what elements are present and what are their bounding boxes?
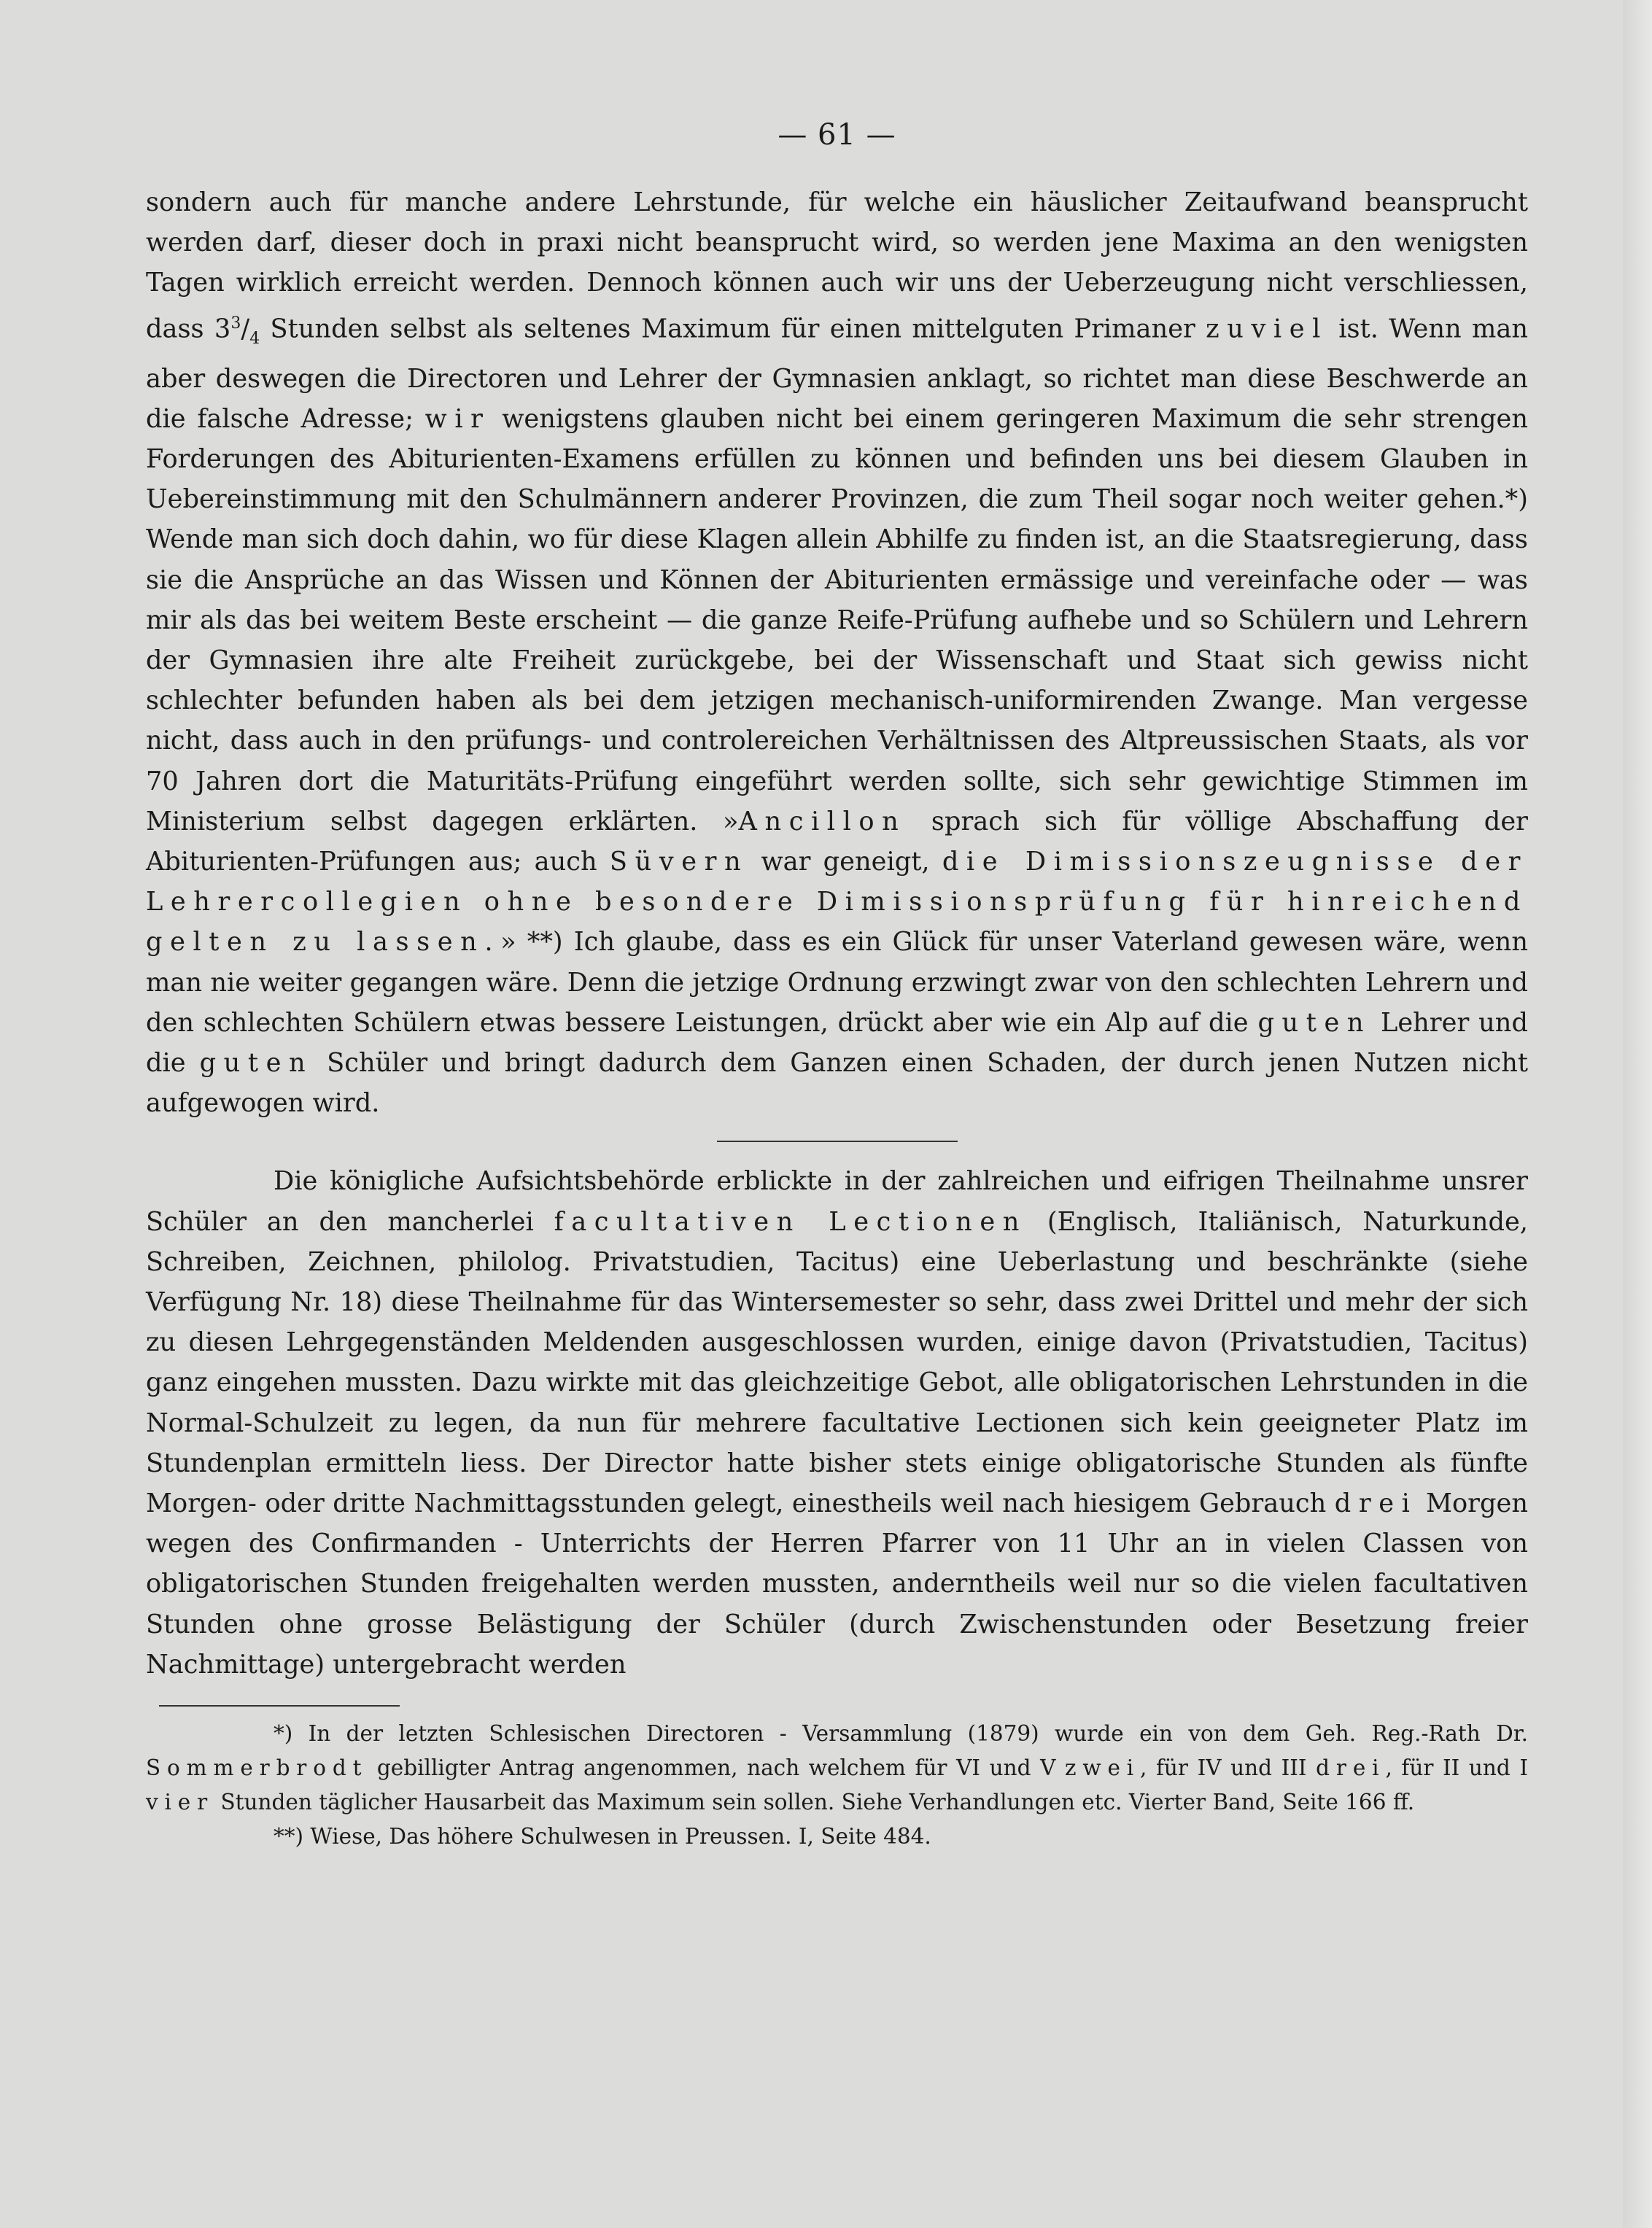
page-number: — 61 — [777,118,896,152]
spaced-emphasis: Süvern [609,847,749,877]
spaced-emphasis: guten [199,1048,314,1079]
footnote-1 [146,1717,1528,1820]
footnotes [146,1717,1528,1854]
text-run: Lehrer und die [146,1007,1528,1079]
text-run: , für II und I [1385,1755,1528,1781]
spaced-emphasis: vier [146,1790,214,1815]
paragraph-2 [146,1161,1528,1685]
spaced-emphasis: zuviel [1206,314,1328,344]
text-run: Die königliche Aufsichtsbehörde erblickte in der zahlreichen und eifrigen Theilnahme unsrer Schüler an den mancherlei [146,1166,1528,1237]
document-page [146,117,1528,1854]
text-run: wenigstens glauben nicht bei einem geringeren Maximum die sehr strengen Forderungen des Abiturienten-Examens erfüllen zu können und befinden uns bei diesem Glauben in Uebereinstimmung mit den Schulmännern anderer Provinzen, die zum Theil sogar noch weiter gehen.*) Wende man sich doch dahin, wo für diese Klagen allein Abhilfe zu finden ist, an die Staatsregierung, dass sie die Ansprüche an das Wissen und Können der Abiturienten ermässige und vereinfache oder — was mir als das bei weitem Beste erscheint — die ganze Reife-Prüfung aufhebe und so Schülern und Lehrern der Gymnasien ihre alte Freiheit zurückgebe, bei der Wissenschaft und Staat sich gewiss nicht schlechter befunden haben als bei dem jetzigen mechanisch-uniformirenden Zwange. Man vergesse nicht, dass auch in den prüfungs- und controlereichen Verhältnissen des Altpreussischen Staats, als vor 70 Jahren dort die Maturitäts-Prüfung eingeführt werden sollte, sich sehr gewichtige Stimmen im Ministerium selbst dagegen erklärten. » [146,403,1528,837]
fraction-numerator: 3 [230,314,241,333]
text-run: sondern auch für manche andere Lehrstunde, für welche ein häuslicher Zeitaufwand beansprucht werden darf, dieser doch in praxi nicht beansprucht wird, so werden jene Maxima an den wenigsten Tagen wirklich erreicht werden. Dennoch können auch wir uns der Ueberzeugung nicht verschliessen, dass 3 [146,187,1528,344]
text-run: Schüler und bringt dadurch dem Ganzen einen Schaden, der durch jenen Nutzen nicht aufgewogen wird. [146,1048,1529,1119]
body-text-2 [146,1161,1528,1685]
fraction-slash: / [241,314,250,344]
text-run: gebilligter Antrag angenommen, nach welchem für VI und V [368,1755,1065,1781]
fraction-denominator: 4 [249,329,260,348]
spaced-emphasis: zwei [1064,1755,1141,1781]
spaced-emphasis: drei [1334,1488,1418,1519]
spaced-emphasis: wir [424,403,491,434]
scan-edge-shadow [1623,0,1652,2228]
text-run: , für IV und III [1140,1755,1316,1781]
paragraph-1 [146,182,1528,1123]
text-run: » **) Ich glaube, dass es ein Glück für unser Vaterland gewesen wäre, wenn man nie weiter gegangen wäre. Denn die jetzige Ordnung erzwingt zwar von den schlechten Lehrern und den schlechten Schülern etwas bessere Leistungen, drückt aber wie ein Alp auf die [146,927,1528,1038]
spaced-emphasis: die Dimissionszeugnisse der Lehrercollegien ohne besondere Dimissionsprüfung für hinreichend gelten zu lassen. [146,847,1528,958]
spaced-emphasis: guten [1257,1007,1372,1038]
footnote-2: **) Wiese, Das höhere Schulwesen in Preussen. I, Seite 484. [274,1824,931,1849]
text-run: sprach sich für völlige Abschaffung der Abiturienten-Prüfungen aus; auch [146,806,1528,877]
text-run: war geneigt, [748,847,942,877]
spaced-emphasis: facultativen Lectionen [554,1206,1027,1237]
spaced-emphasis: Ancillon [738,806,907,837]
spaced-emphasis: drei [1316,1755,1386,1781]
text-run: Morgen wegen des Confirmanden - Unterrichts der Herren Pfarrer von 11 Uhr an in vielen Classen von obligatorischen Stunden freigehalten werden mussten, anderntheils weil nur so die vielen facultativen Stunden ohne grosse Belästigung der Schüler (durch Zwischenstunden oder Besetzung freier Nachmittage) untergebracht werden [146,1488,1528,1680]
text-run: Stunden täglicher Hausarbeit das Maximum sein sollen. Siehe Verhandlungen etc. Vierter Band, Seite 166 ff. [214,1790,1415,1815]
text-run: ist. Wenn man aber deswegen die Directoren und Lehrer der Gymnasien anklagt, so richtet man diese Beschwerde an die falsche Adresse; [146,314,1528,434]
footnote-divider [159,1705,400,1707]
text-run: Stunden selbst als seltenes Maximum für einen mittelguten Primaner [260,314,1206,344]
spaced-emphasis: Sommerbrodt [146,1755,368,1781]
body-text [146,182,1528,1123]
text-run: (Englisch, Italiänisch, Naturkunde, Schreiben, Zeichnen, philolog. Privatstudien, Tacitus) eine Ueberlastung und beschränkte (siehe Verfügung Nr. 18) diese Theilnahme für das Wintersemester so sehr, dass zwei Drittel und mehr der sich zu diesen Lehrgegenständen Meldenden ausgeschlossen wurden, einige davon (Privatstudien, Tacitus) ganz eingehen mussten. Dazu wirkte mit das gleichzeitige Gebot, alle obligatorischen Lehrstunden in die Normal-Schulzeit zu legen, da nun für mehrere facultative Lectionen sich kein geeigneter Platz im Stundenplan ermitteln liess. Der Director hatte bisher stets einige obligatorische Stunden als fünfte Morgen- oder dritte Nachmittagsstunden gelegt, einestheils weil nach hiesigem Gebrauch [146,1206,1528,1519]
section-divider [717,1141,958,1142]
text-run: *) In der letzten Schlesischen Directoren - Versammlung (1879) wurde ein von dem Geh. Reg.-Rath Dr. [274,1721,1528,1747]
